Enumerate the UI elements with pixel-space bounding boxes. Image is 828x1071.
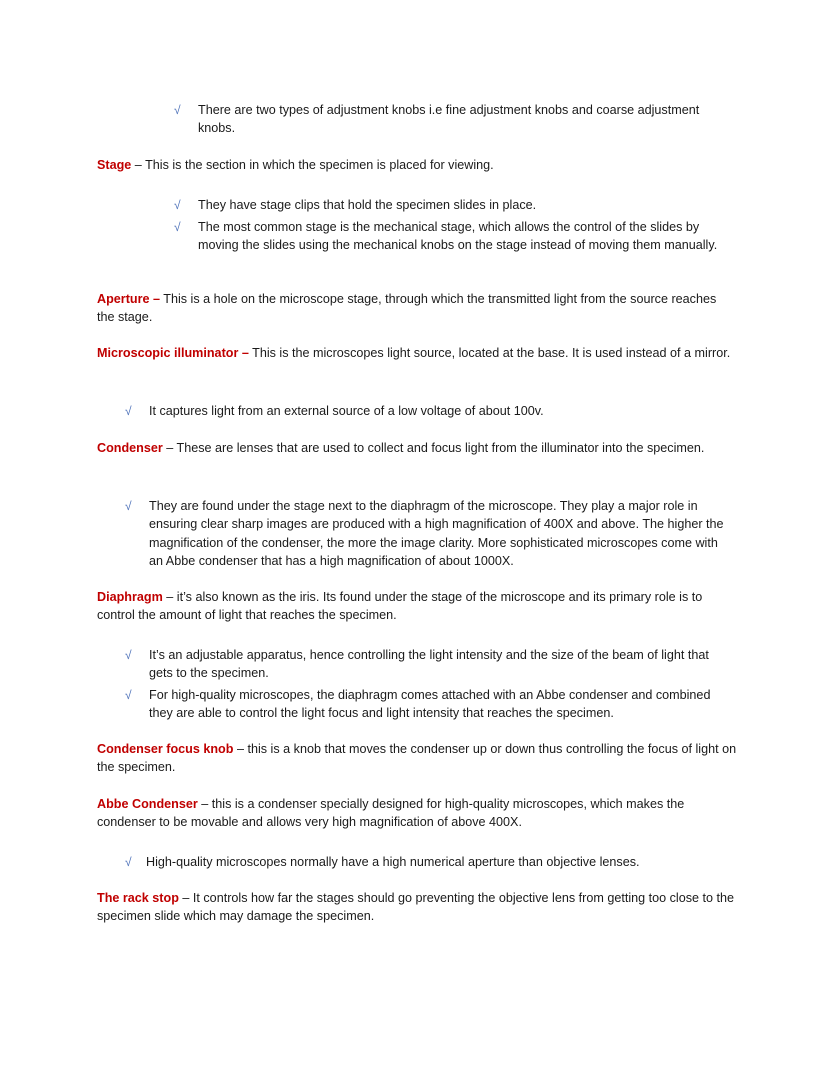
bullet-stage-clips	[174, 196, 734, 214]
checkmark-icon: √	[174, 220, 181, 234]
bullet-text: It’s an adjustable apparatus, hence controlling the light intensity and the size of the beam of light that gets to the specimen.	[149, 648, 709, 681]
definition-stage: – This is the section in which the specimen is placed for viewing.	[131, 158, 494, 172]
bullet-adjustment-knobs	[174, 101, 734, 138]
paragraph-diaphragm	[97, 588, 737, 625]
checkmark-icon: √	[125, 499, 132, 513]
paragraph-stage	[97, 156, 737, 174]
definition-abbe-condenser: – this is a condenser specially designed for high-quality microscopes, which makes the condenser to be movable and allows very high magnification of above 400X.	[97, 797, 685, 830]
bullet-condenser-details	[125, 497, 735, 570]
checkmark-icon: √	[125, 688, 132, 702]
term-condenser: Condenser	[97, 441, 163, 455]
bullet-mechanical-stage	[174, 218, 734, 255]
definition-diaphragm: – it’s also known as the iris. Its found under the stage of the microscope and its primary role is to control the amount of light that reaches the specimen.	[97, 590, 703, 623]
term-condenser-focus-knob: Condenser focus knob	[97, 742, 234, 756]
bullet-text: The most common stage is the mechanical stage, which allows the control of the slides by moving the slides using the mechanical knobs on the stage instead of moving them manually.	[198, 220, 718, 253]
term-illuminator: Microscopic illuminator –	[97, 346, 249, 360]
bullet-abbe-diaphragm	[125, 686, 735, 723]
paragraph-condenser	[97, 439, 737, 457]
checkmark-icon: √	[125, 404, 132, 418]
definition-illuminator: This is the microscopes light source, located at the base. It is used instead of a mirror.	[248, 346, 731, 360]
paragraph-rack-stop	[97, 889, 737, 926]
bullet-text: For high-quality microscopes, the diaphragm comes attached with an Abbe condenser and combined they are able to control the light focus and light intensity that reaches the specimen.	[149, 688, 711, 721]
checkmark-icon: √	[174, 103, 181, 117]
bullet-text: They have stage clips that hold the specimen slides in place.	[198, 198, 537, 212]
bullet-adjustable-apparatus	[125, 646, 735, 683]
paragraph-aperture	[97, 290, 737, 327]
checkmark-icon: √	[125, 855, 132, 869]
bullet-text: They are found under the stage next to the diaphragm of the microscope. They play a major role in ensuring clear sharp images are produced with a high magnification of 400X and above. The higher the magnification of the condenser, the more the image clarity. More sophisticated microscopes come with an Abbe condenser that has a high magnification of about 1000X.	[149, 499, 724, 568]
definition-rack-stop: – It controls how far the stages should go preventing the objective lens from getting too close to the specimen slide which may damage the specimen.	[97, 891, 735, 924]
bullet-text: It captures light from an external source of a low voltage of about 100v.	[149, 404, 544, 418]
paragraph-abbe-condenser	[97, 795, 737, 832]
term-diaphragm: Diaphragm	[97, 590, 163, 604]
term-abbe-condenser: Abbe Condenser	[97, 797, 198, 811]
checkmark-icon: √	[125, 648, 132, 662]
bullet-text: High-quality microscopes normally have a high numerical aperture than objective lenses.	[146, 855, 640, 869]
paragraph-illuminator	[97, 344, 737, 362]
term-rack-stop: The rack stop	[97, 891, 179, 905]
bullet-numerical-aperture	[125, 853, 735, 871]
definition-condenser-focus-knob: – this is a knob that moves the condenser up or down thus controlling the focus of light on the specimen.	[97, 742, 737, 775]
paragraph-condenser-focus-knob	[97, 740, 737, 777]
term-aperture: Aperture –	[97, 292, 160, 306]
definition-condenser: – These are lenses that are used to collect and focus light from the illuminator into the specimen.	[162, 441, 705, 455]
bullet-light-source	[125, 402, 735, 420]
term-stage: Stage	[97, 158, 132, 172]
checkmark-icon: √	[174, 198, 181, 212]
bullet-text: There are two types of adjustment knobs i.e fine adjustment knobs and coarse adjustment knobs.	[198, 103, 700, 136]
definition-aperture: This is a hole on the microscope stage, through which the transmitted light from the source reaches the stage.	[97, 292, 717, 325]
